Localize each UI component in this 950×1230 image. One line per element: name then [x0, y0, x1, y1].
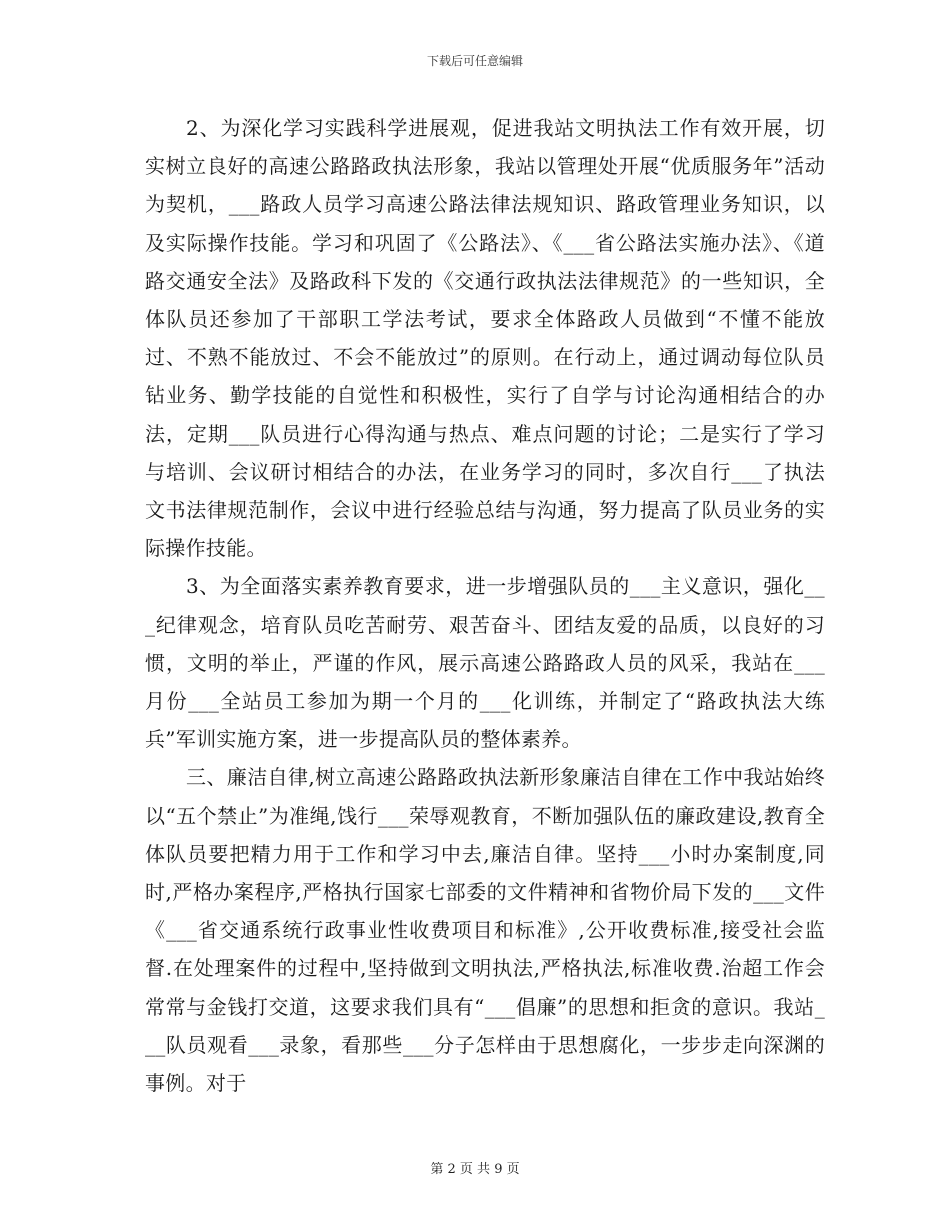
page-number: 第 2 页 共 9 页	[430, 1162, 520, 1177]
paragraph-item-3: 3、为全面落实素养教育要求，进一步增强队员的___主义意识，强化___纪律观念，培育队员吃苦耐劳、艰苦奋斗、团结友爱的品质，以良好的习惯，文明的举止，严谨的作风，展示高速公路路政人员的风采，我站在___月份___全站员工参加为期一个月的___化训练，并制定了“路政执法大练兵”军训实施方案，进一步提高队员的整体素养。	[145, 574, 825, 752]
paragraph-item-2: 2、为深化学习实践科学进展观，促进我站文明执法工作有效开展，切实树立良好的高速公路路政执法形象，我站以管理处开展“优质服务年”活动为契机，___路政人员学习高速公路法律法规知识、路政管理业务知识，以及实际操作技能。学习和巩固了《公路法》、《___省公路法实施办法》、《道路交通安全法》及路政科下发的《交通行政执法法律规范》的一些知识，全体队员还参加了干部职工学法考试，要求全体路政人员做到“不懂不能放过、不熟不能放过、不会不能放过”的原则。在行动上，通过调动每位队员钻业务、勤学技能的自觉性和积极性，实行了自学与讨论沟通相结合的办法，定期___队员进行心得沟通与热点、难点问题的讨论；二是实行了学习与培训、会议研讨相结合的办法，在业务学习的同时，多次自行___了执法文书法律规范制作，会议中进行经验总结与沟通，努力提高了队员业务的实际操作技能。	[145, 116, 825, 561]
document-body	[145, 109, 825, 1102]
page-header-note: 下载后可任意编辑	[426, 54, 523, 68]
paragraph-section-3: 三、廉洁自律,树立高速公路路政执法新形象廉洁自律在工作中我站始终以“五个禁止”为准绳,饯行___荣辱观教育，不断加强队伍的廉政建设,教育全体队员要把精力用于工作和学习中去,廉洁自律。坚持___小时办案制度,同时,严格办案程序,严格执行国家七部委的文件精神和省物价局下发的___文件《___省交通系统行政事业性收费项目和标准》,公开收费标准,接受社会监督.在处理案件的过程中,坚持做到文明执法,严格执法,标准收费.治超工作会常常与金钱打交道，这要求我们具有“___倡廉”的思想和拒贪的意识。我站___队员观看___录象，看那些___分子怎样由于思想腐化，一步步走向深渊的事例。对于	[145, 765, 825, 1096]
